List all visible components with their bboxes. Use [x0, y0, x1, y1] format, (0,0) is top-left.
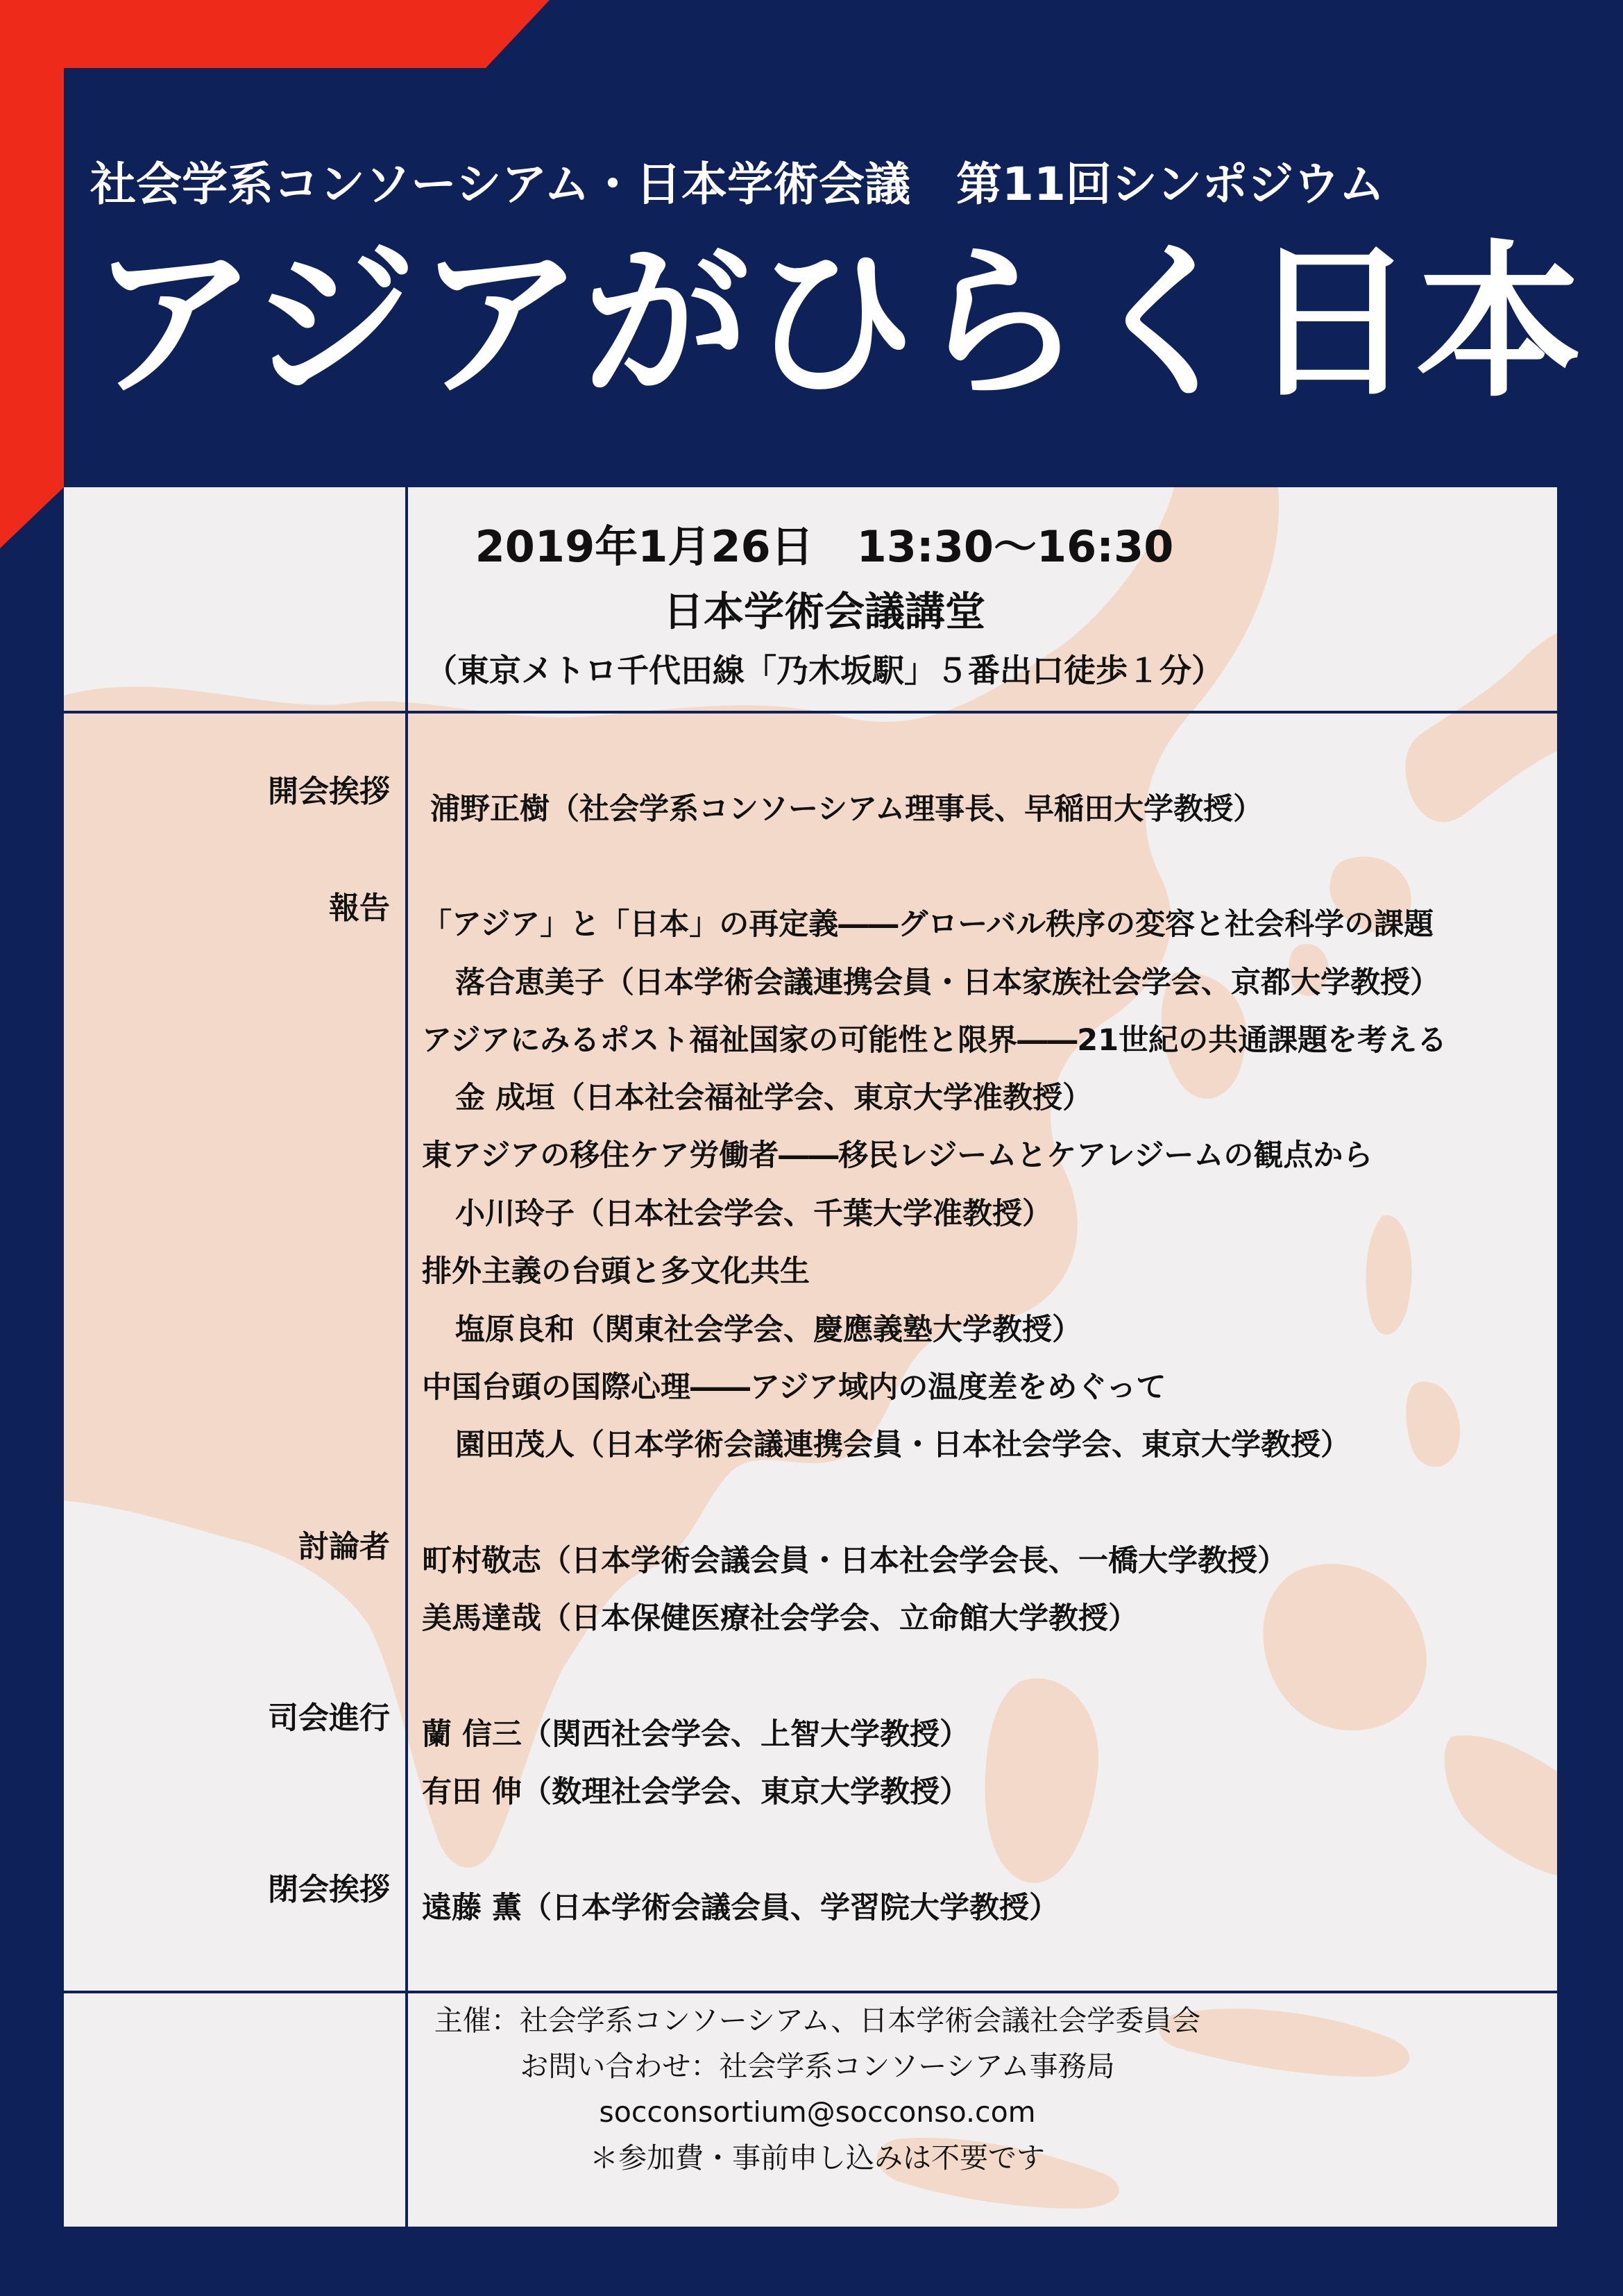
fee-note: ＊参加費・事前申し込みは不要です [590, 2141, 1045, 2175]
report-speaker: 落合恵美子（日本学術会議連携会員・日本家族社会学会、京都大学教授） [455, 965, 1440, 1000]
report-title: 中国台頭の国際心理――アジア域内の温度差をめぐって [422, 1370, 1166, 1405]
report-speaker: 金 成垣（日本社会福祉学会、東京大学准教授） [455, 1081, 1092, 1115]
opening-speaker: 浦野正樹（社会学系コンソーシアム理事長、早稲田大学教授） [430, 792, 1264, 827]
event-subtitle: 社会学系コンソーシアム・日本学術会議 第11回シンポジウム [90, 158, 1385, 211]
contact-email: socconsortium@socconso.com [599, 2095, 1036, 2129]
footer-block [408, 1998, 1227, 2181]
report-title: 「アジア」と「日本」の再定義――グローバル秩序の変容と社会科学の課題 [422, 907, 1434, 942]
event-datetime: 2019年1月26日 13:30〜16:30 [475, 521, 1174, 572]
opening-label: 開会挨拶 [268, 774, 390, 809]
report-speaker: 園田茂人（日本学術会議連携会員・日本社会学会、東京大学教授） [455, 1428, 1350, 1462]
report-speaker: 塩原良和（関東社会学会、慶應義塾大学教授） [455, 1312, 1082, 1347]
venue-divider [64, 711, 1557, 714]
venue-block [408, 487, 1557, 711]
contact-text: お問い合わせ：社会学系コンソーシアム事務局 [520, 2050, 1115, 2083]
moderators-label: 司会進行 [268, 1700, 390, 1736]
asia-map-background [64, 487, 1557, 2227]
discussants-label: 討論者 [298, 1529, 390, 1564]
reports-label: 報告 [329, 890, 390, 926]
moderator: 有田 伸（数理社会学会、東京大学教授） [422, 1775, 969, 1809]
report-title: 東アジアの移住ケア労働者――移民レジームとケアレジームの観点から [422, 1138, 1373, 1173]
column-divider [405, 487, 408, 2227]
report-speaker: 小川玲子（日本社会学会、千葉大学准教授） [455, 1197, 1052, 1231]
report-title: アジアにみるポスト福祉国家の可能性と限界――21世紀の共通課題を考える [422, 1023, 1447, 1058]
report-title: 排外主義の台頭と多文化共生 [422, 1254, 810, 1289]
discussant: 町村敬志（日本学術会議会員・日本社会学会長、一橋大学教授） [422, 1544, 1287, 1578]
discussant: 美馬達哉（日本保健医療社会学会、立命館大学教授） [422, 1601, 1138, 1636]
footer-divider [64, 1991, 1557, 1993]
event-access: （東京メトロ千代田線「乃木坂駅」５番出口徒歩１分） [425, 652, 1223, 689]
moderator: 蘭 信三（関西社会学会、上智大学教授） [422, 1717, 969, 1752]
program-panel [64, 487, 1557, 2227]
closing-speaker: 遠藤 薫（日本学術会議会員、学習院大学教授） [422, 1891, 1059, 1925]
closing-label: 閉会挨拶 [268, 1872, 390, 1907]
event-title: アジアがひらく日本 [90, 226, 1583, 420]
event-hall: 日本学術会議講堂 [663, 588, 985, 635]
organizer-text: 主催：社会学系コンソーシアム、日本学術会議社会学委員会 [434, 2004, 1201, 2037]
